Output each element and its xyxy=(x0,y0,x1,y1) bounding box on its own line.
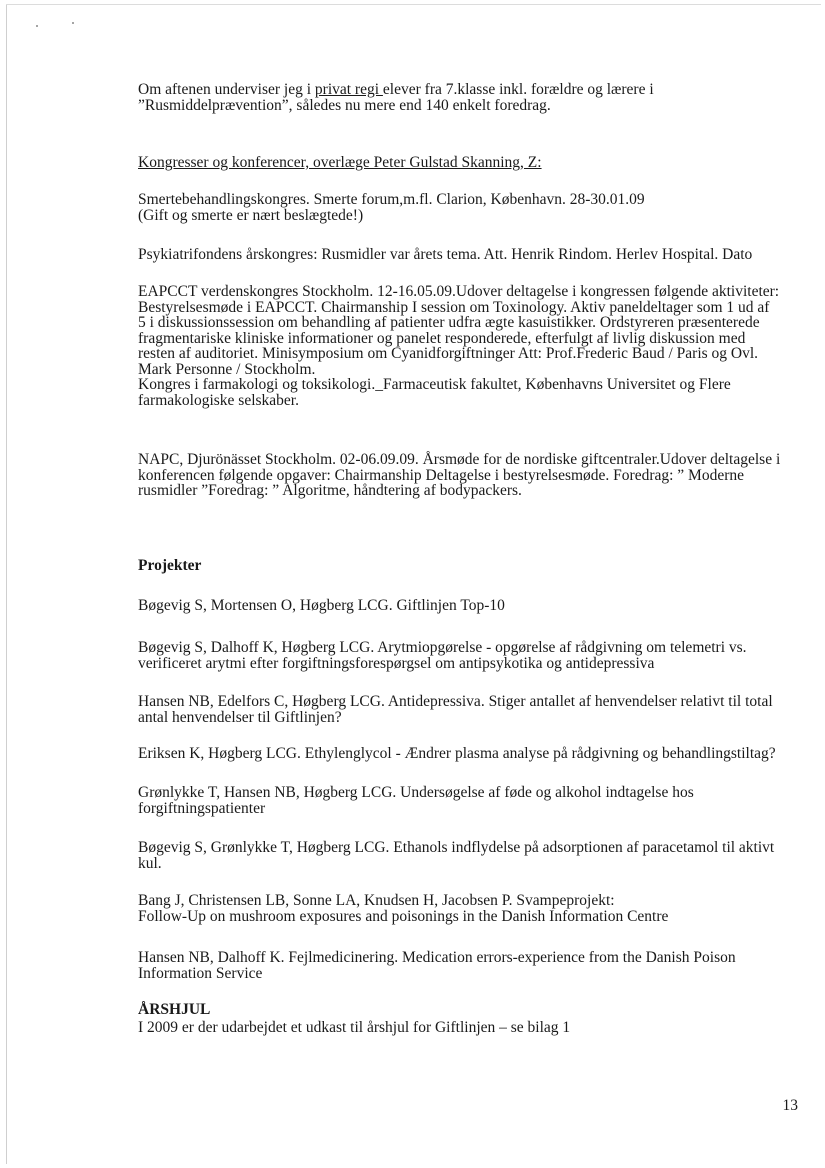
scan-edge-line xyxy=(6,4,7,1164)
scan-dot xyxy=(72,22,74,24)
congress-entry: Smertebehandlingskongres. Smerte forum,m.fl. Clarion, København. 28-30.01.09 (Gift og smerte er nært beslægtede!) xyxy=(138,191,645,224)
congress-entry: Psykiatrifondens årskongres: Rusmidler var årets tema. Att. Henrik Rindom. Herlev Hospital. Dato xyxy=(138,246,753,263)
project-entry: Hansen NB, Edelfors C, Høgberg LCG. Antidepressiva. Stiger antallet af henvendelser relativt til total antal henvendelser til Giftlinjen? xyxy=(138,693,773,726)
aarshjul-heading: ÅRSHJUL xyxy=(138,1001,211,1018)
scan-top-line xyxy=(6,4,821,5)
congress-entry: NAPC, Djurönässet Stockholm. 02-06.09.09. Årsmøde for de nordiske giftcentraler.Udover deltagelse i konferencen følgende opgaver: Chairmanship Deltagelse i bestyrelsesmøde. Foredrag: ” Moderne rusmidler ”Foredrag: ” Algoritme, håndtering af bodypackers. xyxy=(138,451,781,499)
project-entry: Bøgevig S, Dalhoff K, Høgberg LCG. Arytmiopgørelse - opgørelse af rådgivning om telemetri vs. verificeret arytmi efter forgiftningsforespørgsel om antipsykotika og antidepressiva xyxy=(138,639,747,672)
project-entry: Grønlykke T, Hansen NB, Høgberg LCG. Undersøgelse af føde og alkohol indtagelse hos forgiftningspatienter xyxy=(138,784,694,817)
aarshjul-text: I 2009 er der udarbejdet et udkast til årshjul for Giftlinjen – se bilag 1 xyxy=(138,1019,571,1036)
intro-line-1: Om aftenen underviser jeg i privat regi elever fra 7.klasse inkl. forældre og lærere i xyxy=(138,81,654,98)
intro-paragraph xyxy=(138,82,654,113)
page-number: 13 xyxy=(782,1097,798,1114)
project-entry: Bøgevig S, Mortensen O, Høgberg LCG. Giftlinjen Top-10 xyxy=(138,597,505,614)
project-entry: Eriksen K, Høgberg LCG. Ethylenglycol - Ændrer plasma analyse på rådgivning og behandlingstiltag? xyxy=(138,745,776,762)
scan-dot xyxy=(36,25,38,27)
project-entry: Bøgevig S, Grønlykke T, Høgberg LCG. Ethanols indflydelse på adsorptionen af paracetamol til aktivt kul. xyxy=(138,839,775,872)
projects-heading: Projekter xyxy=(138,557,202,574)
congress-entry: EAPCCT verdenskongres Stockholm. 12-16.05.09.Udover deltagelse i kongressen følgende aktiviteter: Bestyrelsesmøde i EAPCCT. Chairmanship I session om Toxinology. Aktiv paneldeltager som 1 ud af 5 i diskussionssession om behandling af patienter udfra ægte kasuistikker. Ordstyreren præsenterede fragmentariske kliniske informationer og panelet responderede, efterfulgt af livlig diskussion med resten af auditoriet. Minisymposium om Cyanidforgiftninger Att: Prof.Frederic Baud / Paris og Ovl. Mark Personne / Stockholm. Kongres i farmakologi og toksikologi._Farmaceutisk fakultet, Københavns Universitet og Flere farmakologiske selskaber. xyxy=(138,283,780,409)
project-entry: Bang J, Christensen LB, Sonne LA, Knudsen H, Jacobsen P. Svampeprojekt: Follow-Up on mushroom exposures and poisonings in the Danish Information Centre xyxy=(138,892,669,925)
congress-heading: Kongresser og konferencer, overlæge Peter Gulstad Skanning, Z: xyxy=(138,154,542,171)
intro-line-2: ”Rusmiddelprævention”, således nu mere end 140 enkelt foredrag. xyxy=(138,96,551,114)
privat-regi-link: privat regi xyxy=(314,81,383,98)
project-entry: Hansen NB, Dalhoff K. Fejlmedicinering. Medication errors-experience from the Danish Poison Information Service xyxy=(138,949,736,982)
